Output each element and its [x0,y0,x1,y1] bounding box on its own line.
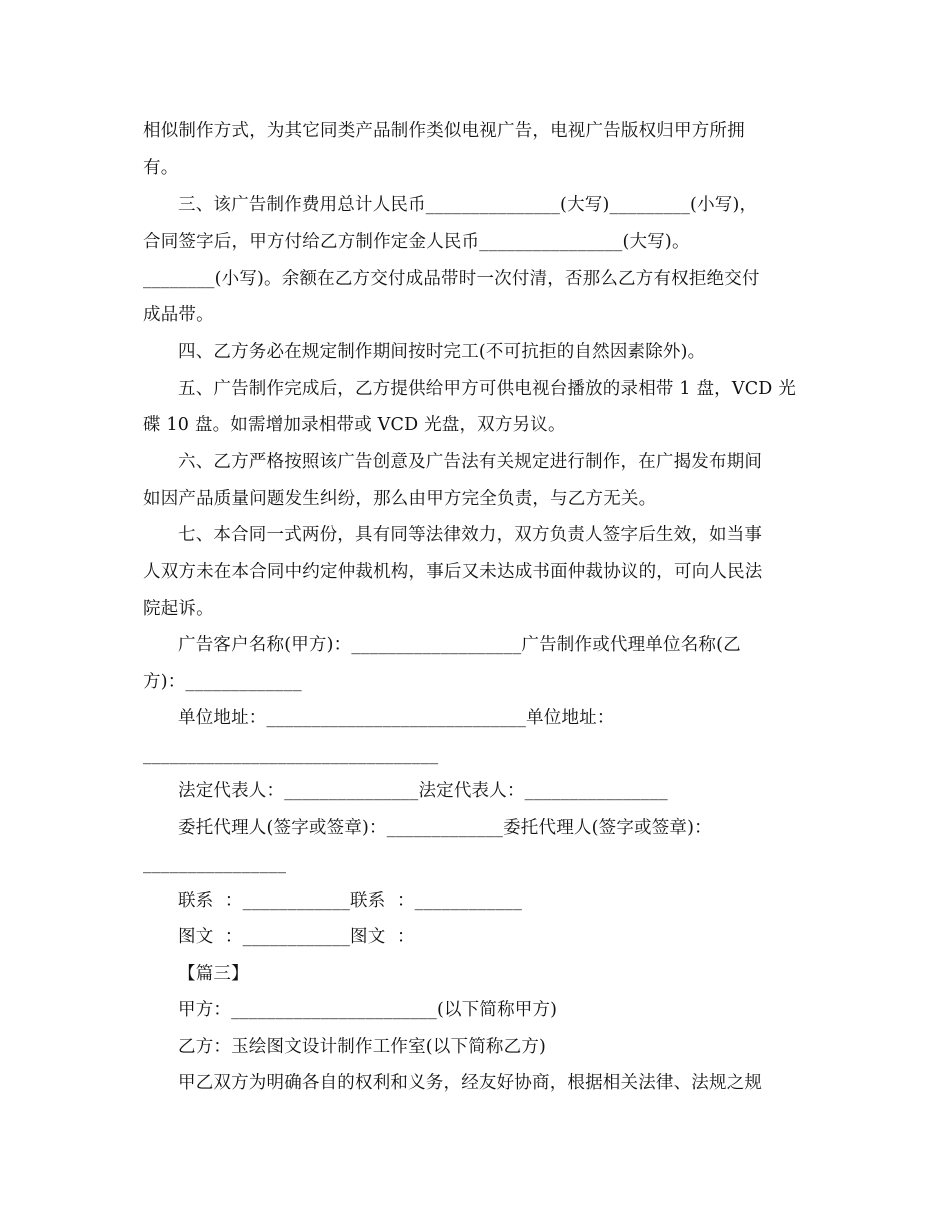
clause-3-line: 成品带。 [143,305,214,325]
party-b-line: 乙方：玉绘图文设计制作工作室(以下简称乙方) [178,1037,547,1057]
address-line: 单位地址：_____________________________单位地址： [178,708,615,728]
clause-5-line: 五、广告制作完成后，乙方提供给甲方可供电视台播放的录相带 1 盘，VCD 光 [178,379,796,399]
agent-line: 委托代理人(签字或签章)：_____________委托代理人(签字或签章)： [178,818,712,838]
clause-5-line: 碟 10 盘。如需增加录相带或 VCD 光盘，双方另议。 [143,415,566,435]
party-a-line: 甲方：_______________________(以下简称甲方) [178,1000,558,1020]
client-name-line: 广告客户名称(甲方)：___________________广告制作或代理单位名称(乙 [178,635,741,655]
clause-3-line: ________(小写)。余额在乙方交付成品带时一次付清，否那么乙方有权拒绝交付 [143,269,760,289]
clause-3-line: 三、该广告制作费用总计人民币_______________(大写)_________(小写)， [178,195,758,215]
clause-6-line: 如因产品质量问题发生纠纷，那么由甲方完全负责，与乙方无关。 [143,489,657,509]
legal-representative-line: 法定代表人：_______________法定代表人：________________ [178,781,668,801]
address-line: _________________________________ [143,745,439,765]
paragraph-line: 有。 [143,158,179,178]
clause-4-line: 四、乙方务必在规定制作期间按时完工(不可抗拒的自然因素除外)。 [178,342,706,362]
agent-line: ________________ [143,854,287,874]
section-heading: 【篇三】 [178,964,249,984]
clause-6-line: 六、乙方严格按照该广告创意及广告法有关规定进行制作，在广揭发布期间 [178,452,763,472]
client-name-line: 方)：_____________ [143,672,302,692]
clause-3-line: 合同签字后，甲方付给乙方制作定金人民币________________(大写)。 [143,232,690,252]
contact-line: 联系 ：____________联系 ：____________ [178,891,523,911]
clause-7-line: 七、本合同一式两份，具有同等法律效力，双方负责人签字后生效，如当事 [178,525,763,545]
paragraph-line: 相似制作方式，为其它同类产品制作类似电视广告，电视广告版权归甲方所拥 [143,121,745,141]
graphics-line: 图文 ：____________图文 ： [178,927,415,947]
preamble-line: 甲乙双方为明确各自的权利和义务，经友好协商，根据相关法律、法规之规 [178,1073,763,1093]
clause-7-line: 人双方未在本合同中约定仲裁机构，事后又未达成书面仲裁协议的，可向人民法 [143,562,763,582]
clause-7-line: 院起诉。 [143,599,214,619]
